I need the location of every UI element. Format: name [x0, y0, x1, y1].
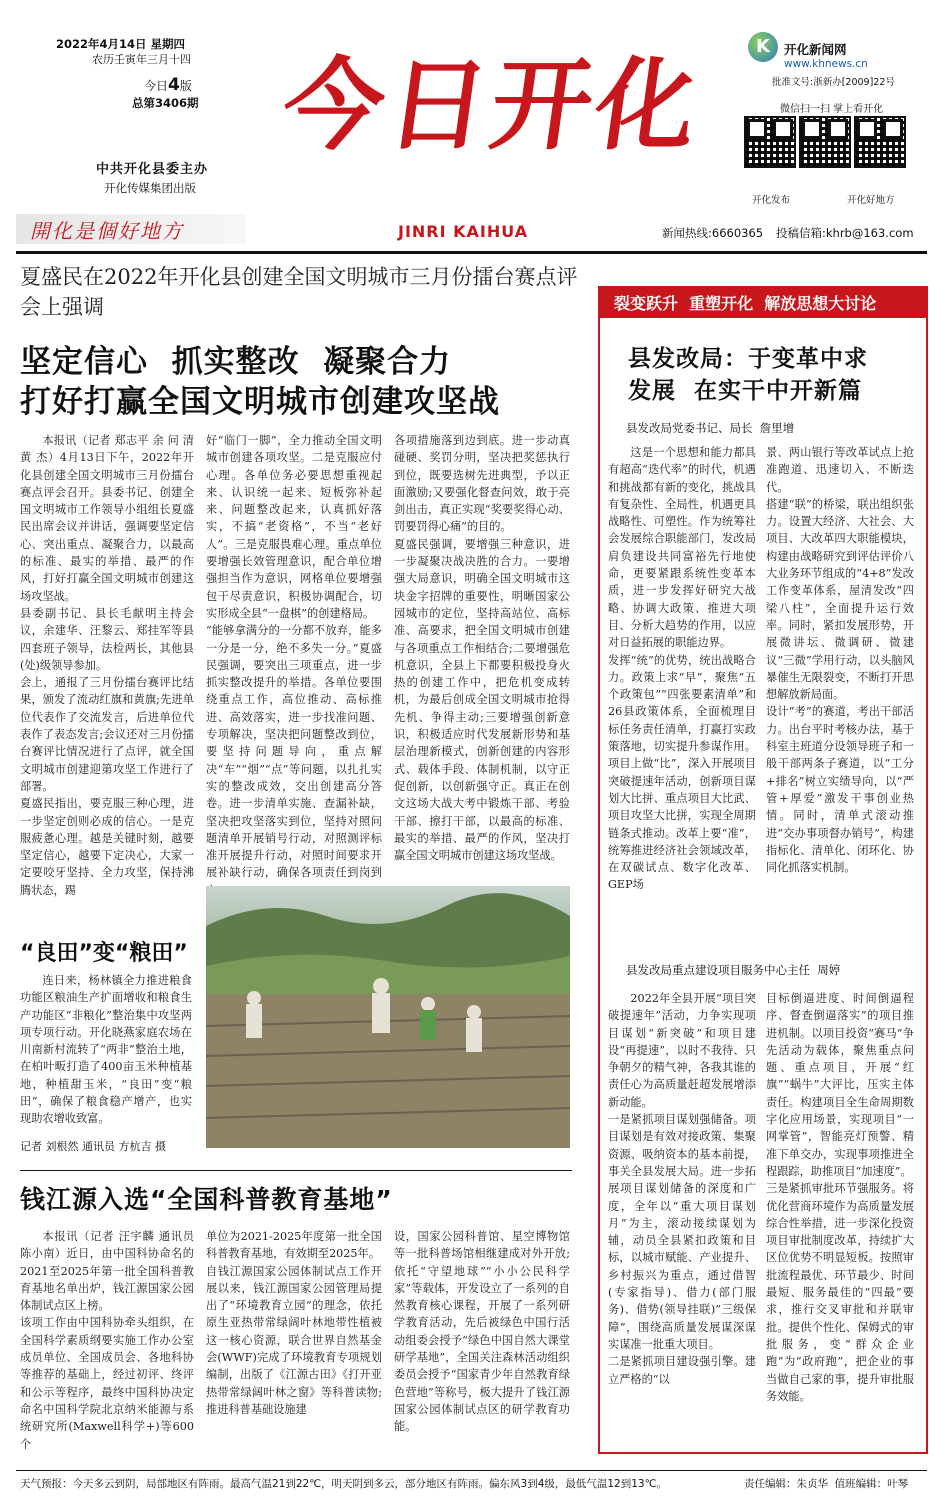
sponsor: 中共开化县委主办 — [96, 162, 209, 177]
site-name: 开化新闻网 — [784, 42, 847, 57]
qr-caption: 微信扫一扫 掌上看开化 — [780, 104, 884, 115]
lead-headline-2: 打好打赢全国文明城市创建攻坚战 — [20, 384, 500, 420]
sidebar-byline-2: 县发改局重点建设项目服务中心主任 周婷 — [626, 963, 841, 977]
photo-story-body — [20, 972, 192, 1134]
photo-story-text: 连日来，杨林镇全力推进粮食功能区粮油生产扩面增收和粮食生产功能区“非粮化”整治集中攻坚两项专项行动。开化晓燕家庭农场在川南新村流转了“两非”整治土地，在柏叶畈打造了400亩玉米种植基地，种植甜玉米，“良田”变“粮田”，确保了粮食稳产增产，也实现助农增收致富。 — [20, 974, 192, 1126]
date-line: 2022年4月14日 星期四 — [56, 37, 186, 51]
farm-photo — [206, 886, 570, 1148]
qr-code-wechat[interactable] — [799, 116, 851, 168]
photo-story-title: “良田”变“粮田” — [20, 941, 188, 966]
qr-code-fabu[interactable] — [744, 116, 796, 168]
qr-label-fabu: 开化发布 — [752, 195, 791, 206]
masthead-rule — [16, 251, 927, 254]
issue-number: 总第3406期 — [132, 96, 199, 110]
lead-column-3 — [394, 432, 570, 878]
lead-column-2 — [206, 432, 382, 878]
sidebar-headline-1: 县发改局：于变革中求 — [628, 346, 868, 372]
sidebar-column-4 — [766, 990, 914, 1440]
site-url: www.khnews.cn — [784, 58, 868, 70]
sidebar-byline: 县发改局党委书记、局长 詹里增 — [626, 421, 795, 435]
sidebar-column-3 — [608, 990, 756, 1440]
science-column-3 — [394, 1228, 570, 1440]
site-logo-icon: K — [748, 32, 778, 62]
lead-text-2: 好“临门一脚”，全力推动全国文明城市创建各项攻坚。二是克服应付心理。各单位务必要思想重视起来、认识统一起来、短板弥补起来、问题整改起来，认真抓好落实，不搞“老资格”，不当“老好人”。三是克服畏难心理。重点单位要增强长效管理意识，配合单位增强担当作为意识，网格单位要增强包干尽责意识，积极协调配合，切实形成全县“一盘棋”的创建格局。 “能够拿满分的一分都不放弃，能多一分是一分，绝不多失一分。”夏盛民强调，要突出三项重点，进一步抓实整改提升的举措。各单位要围绕重点工作，高位推动、高标推进、高效落实，进一步找准问题、专项解决，坚决把问题整改到位，要坚持问题导向，重点解决“车”“烟”“点”等问题，以扎扎实实的整改成效，交出创建高分答卷。进一步清单实施、查漏补缺，坚决把攻坚落实到位，坚持对照问题清单开展销号行动，对照测评标准开展提升行动，对照时间要求开展补缺行动，确保各项责任到岗到 — [206, 434, 382, 880]
lunar-line: 农历壬寅年三月十四 — [92, 53, 191, 66]
page-unit: 版 — [179, 79, 192, 93]
science-headline: 钱江源入选“全国科普教育基地” — [20, 1185, 393, 1214]
science-text-3: 设，国家公园科普馆、星空博物馆等一批科普场馆相继建成对外开放;依托“守望地球”“小小公民科学家”等载体，开发设立了一系列的自然教育核心课程，开展了一系列研学教育活动，先后被绿色中国行活动组委会授予“绿色中国自然大课堂研学基地”，全国关注森林活动组织委员会授予“国家青少年自然教育绿色营地”等称号，极大提升了钱江源国家公园体制试点区的研学教育功能。 — [394, 1230, 570, 1434]
lead-column-1 — [20, 432, 194, 897]
footer-rule — [16, 1470, 927, 1471]
sidebar-text-3: 2022年全县开展“项目突破提速年”活动，力争实现项目谋划“新突破”和项目建设“再提速”，以时不我待、只争朝夕的精气神，各我其谁的责任心为高质量赶超发展增添新动能。 一是紧抓项目谋划强储备。项目谋划是有效对接政策、集聚资源、吸纳资本的基本前提，事关全县发展大局。进一步拓展项目谋划储备的深度和广度，全年以“重大项目谋划月”为主，滚动接续谋划为辅，动员全县紧扣政策和目标，以城市赋能、产业提升、乡村振兴为重点，通过借智(专家指导)、借力(部门服务)、借势(领导挂联)“三级保障”，围绕高质量发展谋深谋实谋准一批重大项目。 二是紧抓项目建设强引擎。建立严格的“以 — [608, 992, 756, 1386]
science-text-2: 单位为2021-2025年度第一批全国科普教育基地，有效期至2025年。 自钱江源国家公园体制试点工作开展以来，钱江源国家公园管理局提出了“环境教育立园”的理念，依托原生亚热带常绿阔叶林地带性植被这一核心资源，联合世界自然基金会(WWF)完成了环境教育专项规划编制，出版了《江源古田》《打开亚热带常绿阔叶林之窗》等科普读物;推进科普基础设施建 — [206, 1230, 382, 1416]
sidebar-banner-text: 裂变跃升 重塑开化 解放思想大讨论 — [614, 294, 877, 313]
qr-label-haodifang: 开化好地方 — [847, 195, 895, 206]
science-column-1 — [20, 1228, 194, 1451]
qr-code-haodifang[interactable] — [854, 116, 906, 168]
publisher: 开化传媒集团出版 — [104, 181, 196, 195]
sidebar-headline-2: 发展 在实干中开新篇 — [628, 378, 863, 404]
license-number: 批准文号:浙新办[2009]22号 — [772, 77, 895, 88]
lead-text-1: 本报讯（记者 郑志平 余 问 清 黄 杰）4月13日下午，2022年开化县创建全国文明城市三月份擂台赛点评会召开。县委书记、创建全国文明城市工作领导小组组长夏盛民出席会议并讲话，强调要坚定信心、突出重点、凝聚合力，以最高的标准、最实的举措、最严的作风，打好打赢全国文明城市创建这场攻坚战。 县委副书记、县长毛献明主持会议，余建华、汪黎云、郑挂军等县四套班子领导，法检两长，其他县(处)级领导参加。 会上，通报了三月份擂台赛评比结果，颁发了流动红旗和黄旗;先进单位代表作了交流发言，后进单位代表作了表态发言;会议还对三月份擂台赛评比情况进行了点评，就全国文明城市创建迎第攻坚工作进行了部署。 夏盛民指出，要克服三种心理，进一步坚定创则必成的信心。一是克服疲惫心理。越是关键时刻，越要坚定信心，越要下定决心，大家一定要咬牙坚持、全力攻坚，保持沸腾状态，踢 — [20, 434, 194, 897]
news-hotline: 新闻热线:6660365 — [662, 226, 764, 240]
science-text-1: 本报讯（记者 汪宇麟 通讯员 陈小南）近日，由中国科协命名的2021至2025年第一批全国科普教育基地名单出炉，钱江源国家公园体制试点区上榜。 该项工作由中国科协牵头组织，在全国科学素质纲要实施工作办公室成员单位、全国成员会、各地科协等推荐的基础上，经过初评、终评和公示等程序，最终中国科协决定命名中国科学院北京纳米能源与系统研究所(Maxwell科学+)等600个 — [20, 1230, 194, 1451]
science-column-2 — [206, 1228, 382, 1440]
today-label: 今日 — [144, 79, 169, 93]
lead-subhead: 夏盛民在2022年开化县创建全国文明城市三月份擂台赛点评会上强调 — [20, 265, 578, 319]
lead-headline-1: 坚定信心 抓实整改 凝聚合力 — [20, 344, 452, 380]
section-rule — [20, 1170, 572, 1171]
farm-photo-illustration — [206, 886, 570, 1148]
sidebar-text-1: 这是一个思想和能力都具有超高“迭代率”的时代，机遇和挑战都有新的变化，挑战具有复杂性、全局性，机遇更具战略性、可塑性。作为统筹社会发展综合职能部门，发改局肩负建设共同富裕先行地使命，更要紧跟系统性变革本质，进一步发挥好研究大战略、协调大政策、推进大项目、分析大趋势的作用，以应对日益拓展的职能边界。 发挥“统”的优势，统出战略合力。政策上求“早”，聚焦“五个政策包”“四张要素清单”和26县政策体系，全面梳理目标任务责任清单，打赢打实政策落地，切实提升参谋作用。项目上做“比”，深入开展项目突破提速年活动，创新项目谋划大比拼、重点项目大比武、项目攻坚大比拼，实现全周期链条式推动。改革上要“准”，统筹推进经济社会领域改革，在双碳试点、数字化改革、GEP场 — [608, 446, 756, 892]
sidebar-column-2 — [766, 444, 914, 952]
responsible-editors: 责任编辑：朱贞华 值班编辑：叶琴 — [744, 1478, 909, 1490]
logo-pinyin: JINRI KAIHUA — [398, 222, 529, 241]
page-count: 4 — [168, 75, 180, 95]
sidebar-column-1 — [608, 444, 756, 952]
sidebar-text-4: 目标倒逼进度、时间倒逼程序、督查倒逼落实”的项目推进机制。以项目投资“赛马”争先活动为载体，聚焦重点问题、重点项目，开展“红旗”“蜗牛”大评比，压实主体责任。构建项目全生命周期数字化应用场景，实现项目“一网掌管”，智能亮灯预警、精准下单交办，实现事项推进全程跟踪，助推项目“加速度”。 三是紧抓审批环节强服务。将优化营商环境作为高质量发展综合性举措，进一步深化投资项目审批制度改革，持续扩大区位优势不明显短板。按照审批流程最优、环节最少、时间最短、服务最佳的“四最”要求，推行交叉审批和并联审批。提供个性化、保姆式的审批服务，变“群众企业跑”为“政府跑”，把企业的事当做自己家的事，提升审批服务效能。 — [766, 992, 914, 1403]
slogan: 開化是個好地方 — [30, 219, 184, 243]
page-info — [144, 75, 192, 95]
weather-forecast: 天气预报：今天多云到阴，局部地区有阵雨。最高气温21到22℃，明天阴到多云，部分地区有阵雨。偏东风3到4级，最低气温12到13℃。 — [20, 1478, 667, 1490]
sidebar-text-2: 景、两山银行等改革试点上抢准跑道、迅速切入、不断迭代。 搭建“联”的桥梁，联出组织张力。设置大经济、大社会、大项目、大改革四大职能模块，构建由战略研究到评估评价八大业务环节组成的“4+8”发改工作变革体系，屋清发改“四梁八柱”，全面提升运行效率。同时，紧扣发展形势，开展微讲坛、微调研、微建议“三微”学用行动，以头脑风暴催生无限裂变，不断打开思想解放新局面。 设计“考”的赛道，考出干部活力。出台平时考核办法，基于科室主班道分设领导班子和一般干部两条子赛道，以“工分+排名”树立实绩导向，以“严管+厚爱”激发干事创业热情。同时，清单式滚动推进“交办事项督办销号”，构建指标化、清单化、闭环化、协同化抓落实机制。 — [766, 446, 914, 875]
submission-email[interactable]: 投稿信箱:khrb@163.com — [776, 226, 914, 240]
photo-credit: 记者 刘根然 通讯员 方杭吉 摄 — [20, 1140, 166, 1153]
lead-text-3: 各项措施落到边到底。进一步动真碰硬、奖罚分明，坚决把奖惩执行到位，既要选树先进典型，予以正面激励;又要强化督查问效，敢于亮剑出击，真正实现“奖要奖得心动、罚要罚得心痛”的目的。 夏盛民强调，要增强三种意识，进一步凝聚决战决胜的合力。一要增强大局意识，明确全国文明城市这块金字招牌的重要性，明晰国家公园城市的定位，坚持高站位、高标准、高要求，把全国文明城市创建与各项重点工作相结合;二要增强危机意识，全县上下都要积极投身火热的创建工作中，把危机变成转机，为最后创成全国文明城市抢得先机、争得主动;三要增强创新意识，积极适应时代发展新形势和基层治理新模式，创新创建的内容形式、载体手段、体制机制，以守正促创新，以创新强守正。真正在创文这场大战大考中锻炼干部、考验干部、擦打干部，以最高的标准、最实的举措、最严的作风，坚决打赢全国文明城市创建这场攻坚战。 — [394, 434, 570, 863]
newspaper-logo: 今日开化 — [275, 46, 709, 164]
